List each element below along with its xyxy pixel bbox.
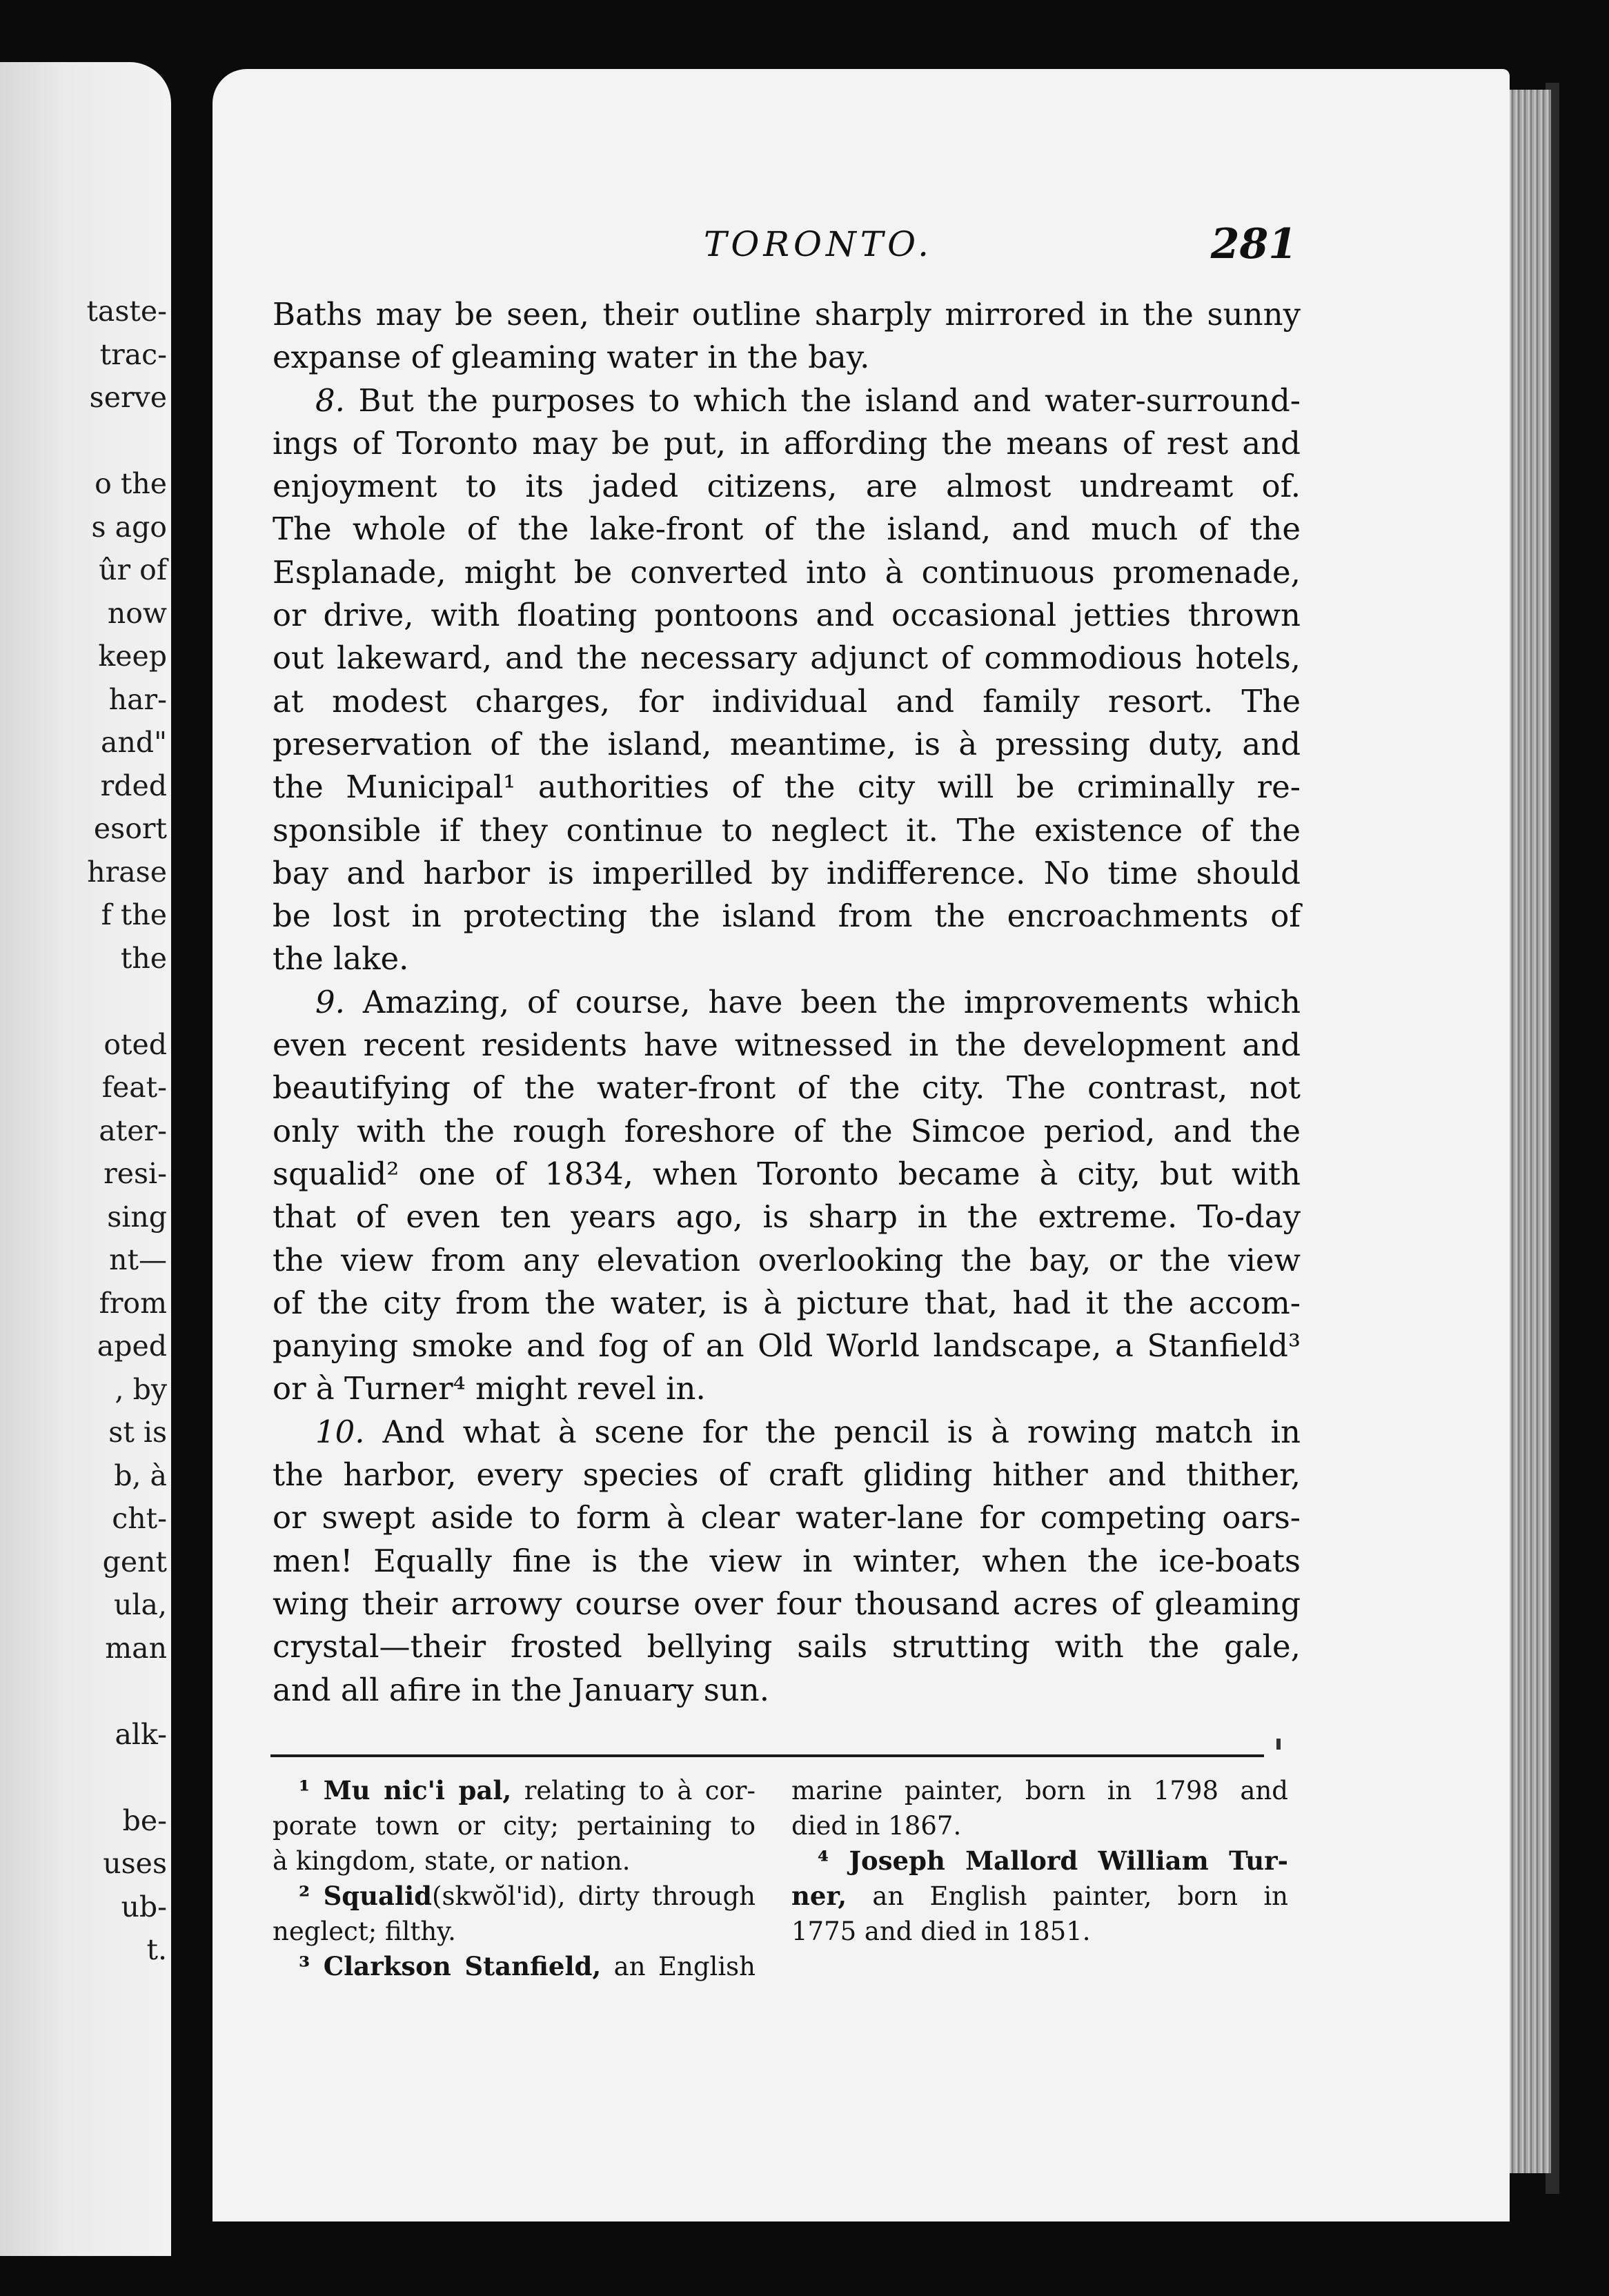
line-text: Esplanade, might be converted into à continuous promenade, <box>273 553 1301 591</box>
line-text: and all afire in the January sun. <box>273 1671 770 1708</box>
line-text: even recent residents have witnessed in the development and <box>273 1027 1301 1064</box>
line-text: that of even ten years ago, is sharp in the extreme. To-day <box>273 1198 1301 1236</box>
footnote-term: ⁴ Joseph Mallord William Tur- <box>818 1845 1288 1876</box>
page-header <box>704 220 1297 273</box>
left-page-fragment: esort <box>93 812 167 845</box>
left-page-fragment: f the <box>101 898 167 931</box>
footnote-term: ² Squalid <box>299 1881 433 1911</box>
footnote-text: (skwŏl'id), dirty through <box>432 1881 756 1911</box>
footnote-line <box>273 1773 756 1808</box>
footnote-line <box>273 1808 756 1843</box>
line-text: out lakeward, and the necessary adjunct of commodious hotels, <box>273 640 1301 677</box>
line-text: And what à scene for the pencil is à rowing match in <box>382 1413 1301 1450</box>
left-page-fragment: the <box>120 941 167 975</box>
paragraph-number: 8. <box>315 382 345 419</box>
text-line <box>273 1110 1301 1153</box>
text-line <box>273 1067 1301 1109</box>
text-line <box>273 680 1301 723</box>
left-page-fragment: nt— <box>109 1243 167 1276</box>
left-page-fragment: serve <box>89 381 167 414</box>
footnote-line <box>273 1843 756 1879</box>
left-page-fragments <box>57 290 167 1972</box>
text-line <box>273 1325 1301 1367</box>
footnote-term: ³ Clarkson Stanfield, <box>299 1951 602 1981</box>
paragraph-number: 10. <box>315 1413 365 1450</box>
text-line <box>273 895 1301 938</box>
text-line <box>273 293 1301 336</box>
left-page-fragment: ûr of <box>99 553 167 586</box>
left-page-fragment: s ago <box>91 510 167 544</box>
footnote-line <box>791 1914 1288 1949</box>
footnotes-right-column <box>791 1773 1288 1949</box>
footnote-text: an English painter, born in <box>847 1881 1288 1911</box>
text-line <box>273 637 1301 680</box>
line-text: the lake. <box>273 940 409 978</box>
line-text: Baths may be seen, their outline sharply mirrored in the sunny <box>273 296 1301 333</box>
footnote-line <box>791 1808 1288 1843</box>
text-line <box>273 766 1301 809</box>
left-page-fragment: sing <box>107 1200 167 1234</box>
footnote-text: 1775 and died in 1851. <box>791 1917 1091 1946</box>
text-line <box>273 1239 1301 1282</box>
text-line <box>273 1625 1301 1668</box>
left-page-fragment: and" <box>101 726 167 759</box>
rule-mark <box>1276 1739 1281 1750</box>
text-line <box>273 1540 1301 1583</box>
left-page-fragment: man <box>105 1631 167 1665</box>
footnote-term: ¹ Mu nic'i pal, <box>299 1775 512 1805</box>
left-page-fragment: t. <box>146 1933 167 1966</box>
left-page-fragment: uses <box>103 1847 167 1880</box>
line-text: sponsible if they continue to neglect it. The existence of the <box>273 811 1301 849</box>
footnote-text: à kingdom, state, or nation. <box>273 1846 631 1876</box>
left-page-fragment: feat- <box>101 1071 167 1104</box>
left-page-fragment: keep <box>98 640 167 673</box>
left-page-fragment: , by <box>115 1372 167 1406</box>
line-text: expanse of gleaming water in the bay. <box>273 339 870 376</box>
text-line <box>273 336 1301 379</box>
text-line <box>273 1367 1301 1410</box>
left-page-fragment: aped <box>97 1329 167 1363</box>
left-page-fragment: taste- <box>86 295 167 328</box>
line-text: But the purposes to which the island and water-surround- <box>358 382 1301 419</box>
footnote-text: an English <box>601 1952 756 1981</box>
left-page-fragment: from <box>99 1286 167 1320</box>
footnote-line <box>791 1879 1288 1914</box>
left-page-fragment: har- <box>108 682 167 716</box>
text-line <box>273 551 1301 594</box>
text-line <box>273 981 1301 1024</box>
left-page-fragment <box>57 1756 167 1799</box>
line-text: preservation of the island, meantime, is à pressing duty, and <box>273 725 1301 762</box>
line-text: Amazing, of course, have been the improvements which <box>362 983 1301 1020</box>
line-text: beautifying of the water-front of the city. The contrast, not <box>273 1069 1301 1107</box>
line-text: the view from any elevation overlooking the bay, or the view <box>273 1241 1301 1278</box>
left-page-fragment: b, à <box>114 1458 167 1492</box>
text-line <box>273 1153 1301 1196</box>
page-number: 281 <box>1210 220 1297 268</box>
footnote-text: marine painter, born in 1798 and <box>791 1776 1288 1805</box>
line-text: or à Turner⁴ might revel in. <box>273 1370 706 1407</box>
text-line <box>273 379 1301 422</box>
footnote-text: neglect; filthy. <box>273 1917 456 1946</box>
left-page-fragment: oted <box>103 1027 167 1061</box>
line-text: bay and harbor is imperilled by indifference. No time should <box>273 854 1301 891</box>
text-line <box>273 1282 1301 1325</box>
line-text: men! Equally fine is the view in winter, when the ice-boats <box>273 1542 1301 1579</box>
line-text: at modest charges, for individual and family resort. The <box>273 682 1301 720</box>
left-page <box>0 62 171 2256</box>
line-text: squalid² one of 1834, when Toronto became à city, but with <box>273 1155 1301 1192</box>
left-page-fragment: gent <box>102 1545 167 1578</box>
left-page-fragment: cht- <box>112 1502 167 1535</box>
text-line <box>273 465 1301 508</box>
footnote-text: died in 1867. <box>791 1811 962 1841</box>
text-line <box>273 422 1301 465</box>
footnote-line <box>791 1773 1288 1808</box>
line-text: The whole of the lake-front of the island, and much of the <box>273 511 1301 548</box>
footnotes-left-column <box>273 1773 756 1984</box>
line-text: panying smoke and fog of an Old World landscape, a Stanfield³ <box>273 1327 1301 1365</box>
text-line <box>273 723 1301 766</box>
left-page-fragment: ula, <box>114 1588 167 1621</box>
text-line <box>273 1024 1301 1067</box>
line-text: ings of Toronto may be put, in affording the means of rest and <box>273 424 1301 462</box>
left-page-fragment: hrase <box>87 855 167 889</box>
line-text: enjoyment to its jaded citizens, are almost undreamt of. <box>273 468 1301 505</box>
text-line <box>273 1196 1301 1238</box>
line-text: be lost in protecting the island from the encroachments of <box>273 898 1301 935</box>
line-text: the harbor, every species of craft gliding hither and thither, <box>273 1456 1301 1494</box>
line-text: or drive, with floating pontoons and occasional jetties thrown <box>273 597 1301 634</box>
text-line <box>273 809 1301 852</box>
text-line <box>273 508 1301 551</box>
left-page-fragment <box>57 1670 167 1713</box>
footnote-line <box>791 1843 1288 1879</box>
running-head: TORONTO. <box>704 224 934 264</box>
left-page-fragment: o the <box>95 467 167 500</box>
footnote-line <box>273 1879 756 1914</box>
left-page-fragment: now <box>107 596 167 630</box>
footnotes <box>273 1773 1301 2001</box>
body-text <box>273 293 1301 1712</box>
line-text: wing their arrowy course over four thousand acres of gleaming <box>273 1585 1301 1622</box>
left-page-fragment: be- <box>122 1803 167 1837</box>
line-text: the Municipal¹ authorities of the city will be criminally re- <box>273 769 1301 806</box>
text-line <box>273 852 1301 895</box>
footnote-term: ner, <box>791 1881 847 1911</box>
line-text: of the city from the water, is à picture that, had it the accom- <box>273 1284 1301 1321</box>
left-page-fragment <box>57 419 167 463</box>
line-text: or swept aside to form à clear water-lane for competing oars- <box>273 1499 1301 1536</box>
text-line <box>273 1496 1301 1539</box>
text-line <box>273 1411 1301 1454</box>
left-page-fragment: alk- <box>115 1717 167 1751</box>
footnote-line <box>273 1949 756 1984</box>
line-text: crystal—their frosted bellying sails strutting with the gale, <box>273 1628 1301 1665</box>
left-page-fragment: ater- <box>99 1114 167 1147</box>
left-page-fragment: ub- <box>121 1890 167 1923</box>
left-page-fragment <box>57 980 167 1023</box>
line-text: only with the rough foreshore of the Simcoe period, and the <box>273 1112 1301 1149</box>
footnote-rule <box>270 1754 1264 1757</box>
left-page-fragment: trac- <box>99 337 167 371</box>
left-page-fragment: rded <box>100 769 167 802</box>
text-line <box>273 1583 1301 1625</box>
left-page-fragment: st is <box>108 1416 167 1449</box>
text-line <box>273 1454 1301 1496</box>
footnote-text: relating to à cor- <box>511 1776 756 1805</box>
paragraph-number: 9. <box>315 983 345 1020</box>
footnote-line <box>273 1914 756 1949</box>
footnote-text: porate town or city; pertaining to <box>273 1811 756 1841</box>
left-page-fragment: resi- <box>103 1157 167 1190</box>
text-line <box>273 1669 1301 1712</box>
text-line <box>273 594 1301 637</box>
text-line <box>273 938 1301 980</box>
